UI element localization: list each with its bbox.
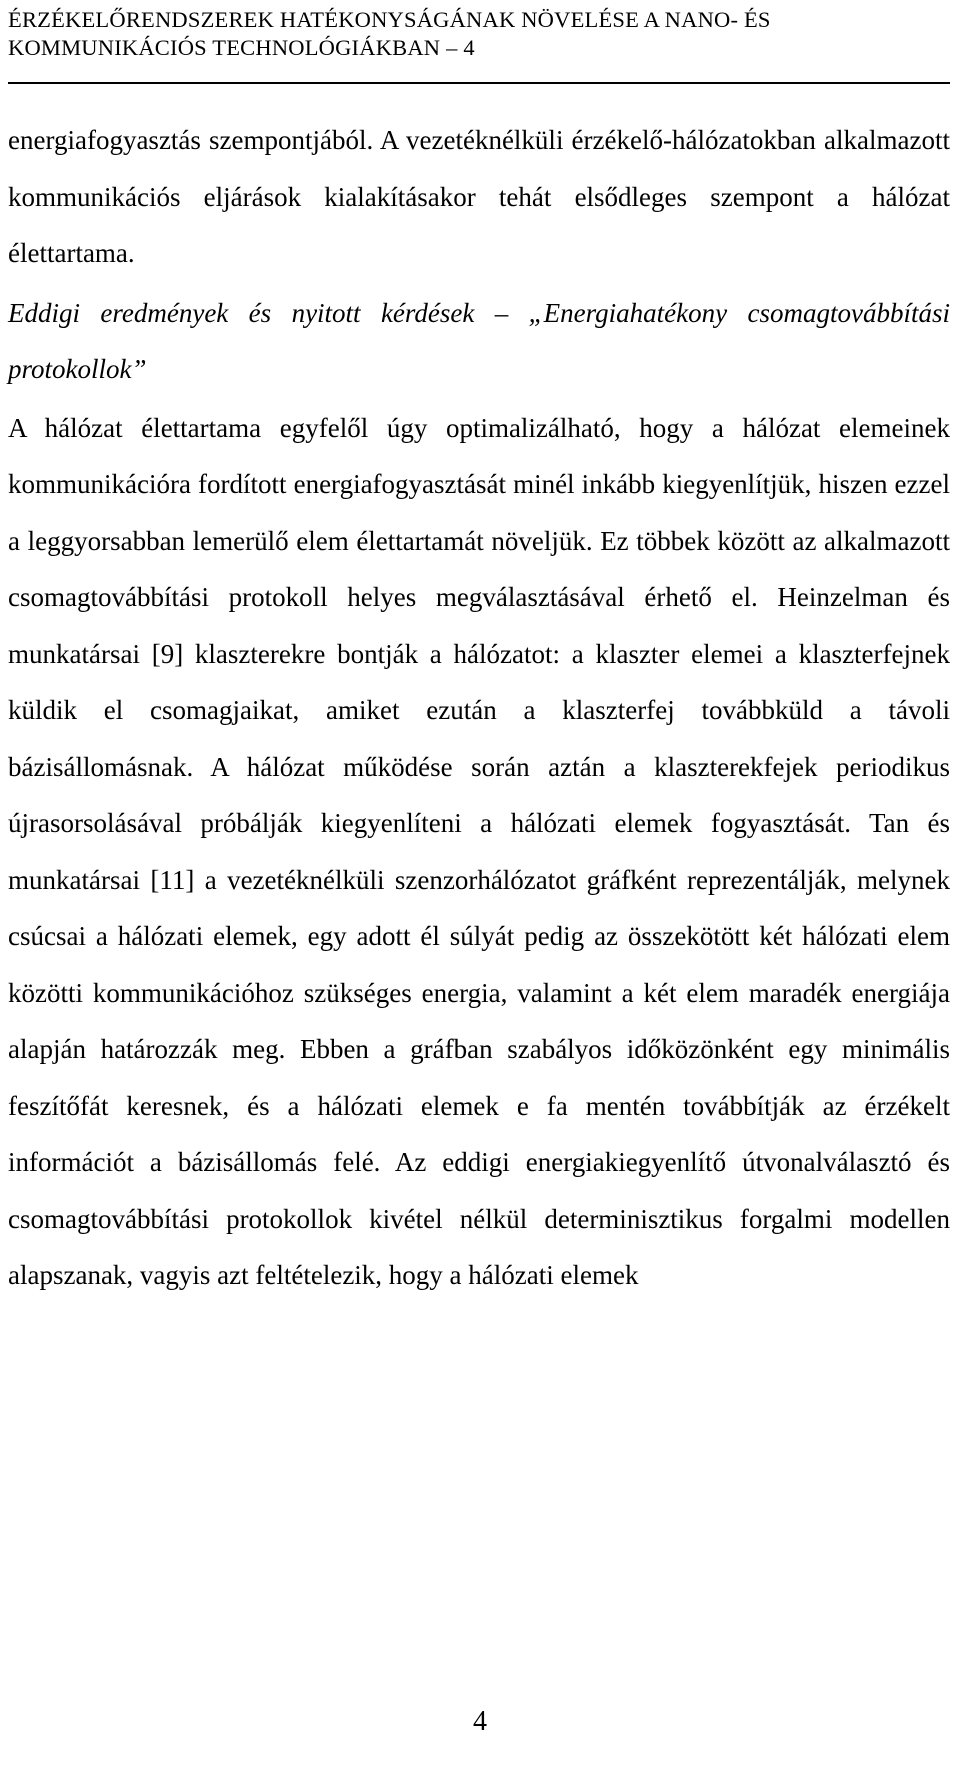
- running-header-line-1: ÉRZÉKELŐRENDSZEREK HATÉKONYSÁGÁNAK NÖVELÉSE A NANO- ÉS: [8, 7, 771, 32]
- running-header: [8, 6, 952, 62]
- section-heading: Eddigi eredmények és nyitott kérdések – „Energiahatékony csomagtovábbítási protokollok”: [8, 297, 950, 384]
- intro-paragraph: energiafogyasztás szempontjából. A vezetéknélküli érzékelő-hálózatokban alkalmazott kommunikációs eljárások kialakításakor tehát elsődleges szempont a hálózat élettartama.: [8, 125, 950, 268]
- page-number: 4: [473, 1706, 487, 1737]
- body-text: [8, 112, 950, 1304]
- running-header-line-2: KOMMUNIKÁCIÓS TECHNOLÓGIÁKBAN – 4: [8, 35, 475, 60]
- header-rule: [8, 82, 950, 84]
- main-paragraph: A hálózat élettartama egyfelől úgy optimalizálható, hogy a hálózat elemeinek kommunikációra fordított energiafogyasztását minél inkább kiegyenlítjük, hiszen ezzel a leggyorsabban lemerülő elem élettartamát növeljük. Ez többek között az alkalmazott csomagtovábbítási protokoll helyes megválasztásával érhető el. Heinzelman és munkatársai [9] klaszterekre bontják a hálózatot: a klaszter elemei a klaszterfejnek küldik el csomagjaikat, amiket ezután a klaszterfej továbbküld a távoli bázisállomásnak. A hálózat működése során aztán a klaszterekfejek periodikus újrasorsolásával próbálják kiegyenlíteni a hálózati elemek fogyasztását. Tan és munkatársai [11] a vezetéknélküli szenzorhálózatot gráfként reprezentálják, melynek csúcsai a hálózati elemek, egy adott él súlyát pedig az összekötött két hálózati elem közötti kommunikációhoz szükséges energia, valamint a két elem maradék energiája alapján határozzák meg. Ebben a gráfban szabályos időközönként egy minimális feszítőfát keresnek, és a hálózati elemek e fa mentén továbbítják az érzékelt információt a bázisállomás felé. Az eddigi energiakiegyenlítő útvonalválasztó és csomagtovábbítási protokollok kivétel nélkül determinisztikus forgalmi modellen alapszanak, vagyis azt feltételezik, hogy a hálózati elemek: [8, 412, 950, 1290]
